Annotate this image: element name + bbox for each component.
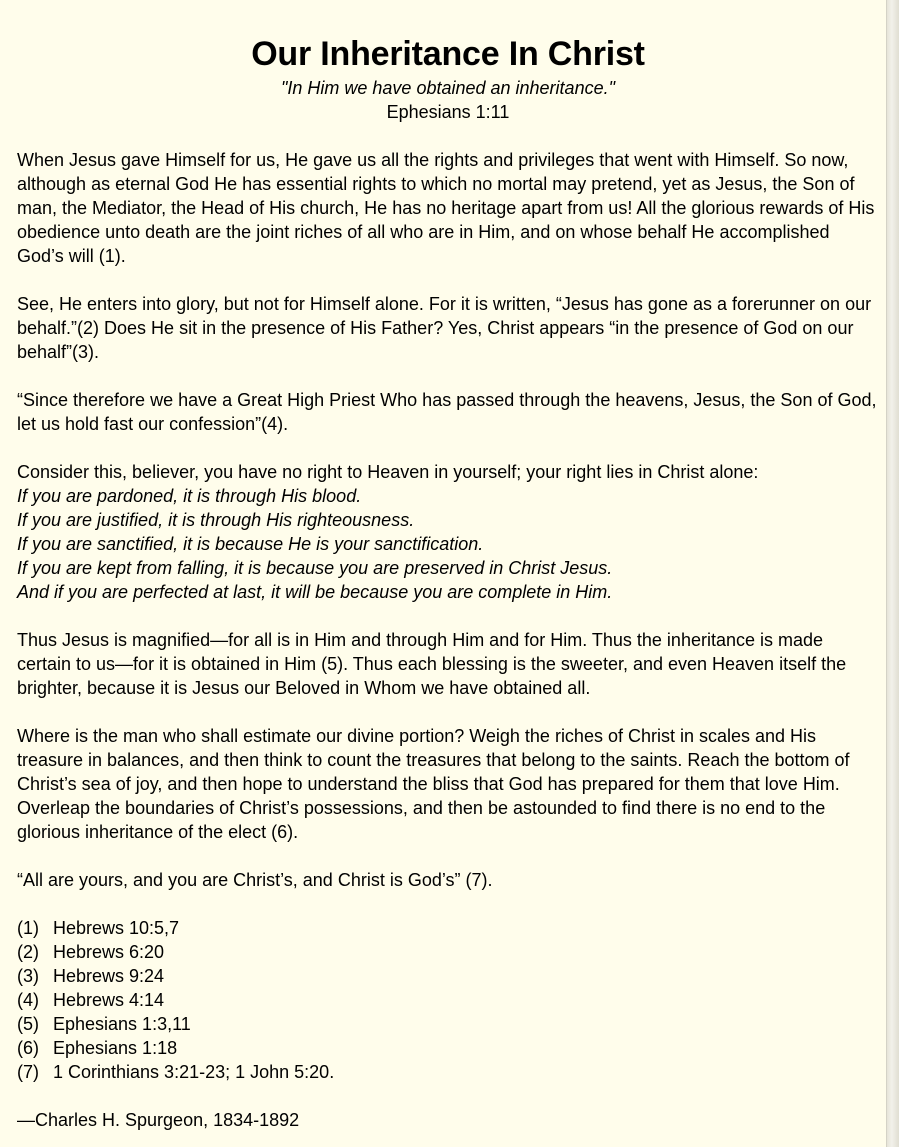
footnote-item [17, 940, 879, 964]
footnote-item [17, 1060, 879, 1084]
paragraph-6: “All are yours, and you are Christ’s, and Christ is God’s” (7). [17, 870, 493, 890]
consider-line-5: And if you are perfected at last, it will be because you are complete in Him. [17, 582, 613, 602]
footnote-reference: Hebrews 10:5,7 [53, 918, 180, 938]
footnote-reference: Hebrews 6:20 [53, 942, 165, 962]
page-title: Our Inheritance In Christ [251, 35, 645, 73]
footnote-number: (2) [17, 942, 39, 962]
footnote-item [17, 964, 879, 988]
epigraph-quote: "In Him we have obtained an inheritance." [281, 78, 615, 98]
footnote-reference: Ephesians 1:18 [53, 1038, 178, 1058]
author-signature: —Charles H. Spurgeon, 1834-1892 [17, 1110, 300, 1130]
footnote-reference: 1 Corinthians 3:21-23; 1 John 5:20. [53, 1062, 335, 1082]
article [17, 32, 879, 1132]
footnote-number: (5) [17, 1014, 39, 1034]
epigraph-reference: Ephesians 1:11 [386, 102, 510, 122]
scrollbar[interactable] [886, 0, 899, 1147]
paragraph-5: Where is the man who shall estimate our divine portion? Weigh the riches of Christ in scales and His treasure in balances, and then think to count the treasures that belong to the saints. Reach the bottom of Christ’s sea of joy, and then hope to understand the bliss that God has prepared for them that love Him. Overleap the boundaries of Christ’s possessions, and then be astounded to find there is no end to the glorious inheritance of the elect (6). [17, 726, 850, 842]
consider-line-2: If you are justified, it is through His righteousness. [17, 510, 415, 530]
footnote-reference: Hebrews 9:24 [53, 966, 165, 986]
consider-line-1: If you are pardoned, it is through His blood. [17, 486, 362, 506]
footnote-number: (6) [17, 1038, 39, 1058]
footnote-item [17, 916, 879, 940]
consider-paragraph [17, 460, 879, 604]
consider-line-3: If you are sanctified, it is because He is your sanctification. [17, 534, 484, 554]
footnote-item [17, 1036, 879, 1060]
footnotes-list [17, 916, 879, 1084]
paragraph-2: See, He enters into glory, but not for Himself alone. For it is written, “Jesus has gone as a forerunner on our behalf.”(2) Does He sit in the presence of His Father? Yes, Christ appears “in the presence of God on our behalf”(3). [17, 294, 872, 362]
footnote-reference: Ephesians 1:3,11 [53, 1014, 191, 1034]
paragraph-3: “Since therefore we have a Great High Priest Who has passed through the heavens, Jesus, the Son of God, let us hold fast our confession”(4). [17, 390, 877, 434]
footnote-item [17, 988, 879, 1012]
paragraph-4: Thus Jesus is magnified—for all is in Him and through Him and for Him. Thus the inheritance is made certain to us—for it is obtained in Him (5). Thus each blessing is the sweeter, and even Heaven itself the brighter, because it is Jesus our Beloved in Whom we have obtained all. [17, 630, 847, 698]
footnote-number: (4) [17, 990, 39, 1010]
footnote-reference: Hebrews 4:14 [53, 990, 165, 1010]
footnote-item [17, 1012, 879, 1036]
footnote-number: (1) [17, 918, 39, 938]
footnote-number: (3) [17, 966, 39, 986]
consider-line-4: If you are kept from falling, it is because you are preserved in Christ Jesus. [17, 558, 613, 578]
footnote-number: (7) [17, 1062, 39, 1082]
paragraph-1: When Jesus gave Himself for us, He gave us all the rights and privileges that went with Himself. So now, although as eternal God He has essential rights to which no mortal may pretend, yet as Jesus, the Son of man, the Mediator, the Head of His church, He has no heritage apart from us! All the glorious rewards of His obedience unto death are the joint riches of all who are in Him, and on whose behalf He accomplished God’s will (1). [17, 150, 875, 266]
consider-intro: Consider this, believer, you have no right to Heaven in yourself; your right lies in Christ alone: [17, 462, 759, 482]
